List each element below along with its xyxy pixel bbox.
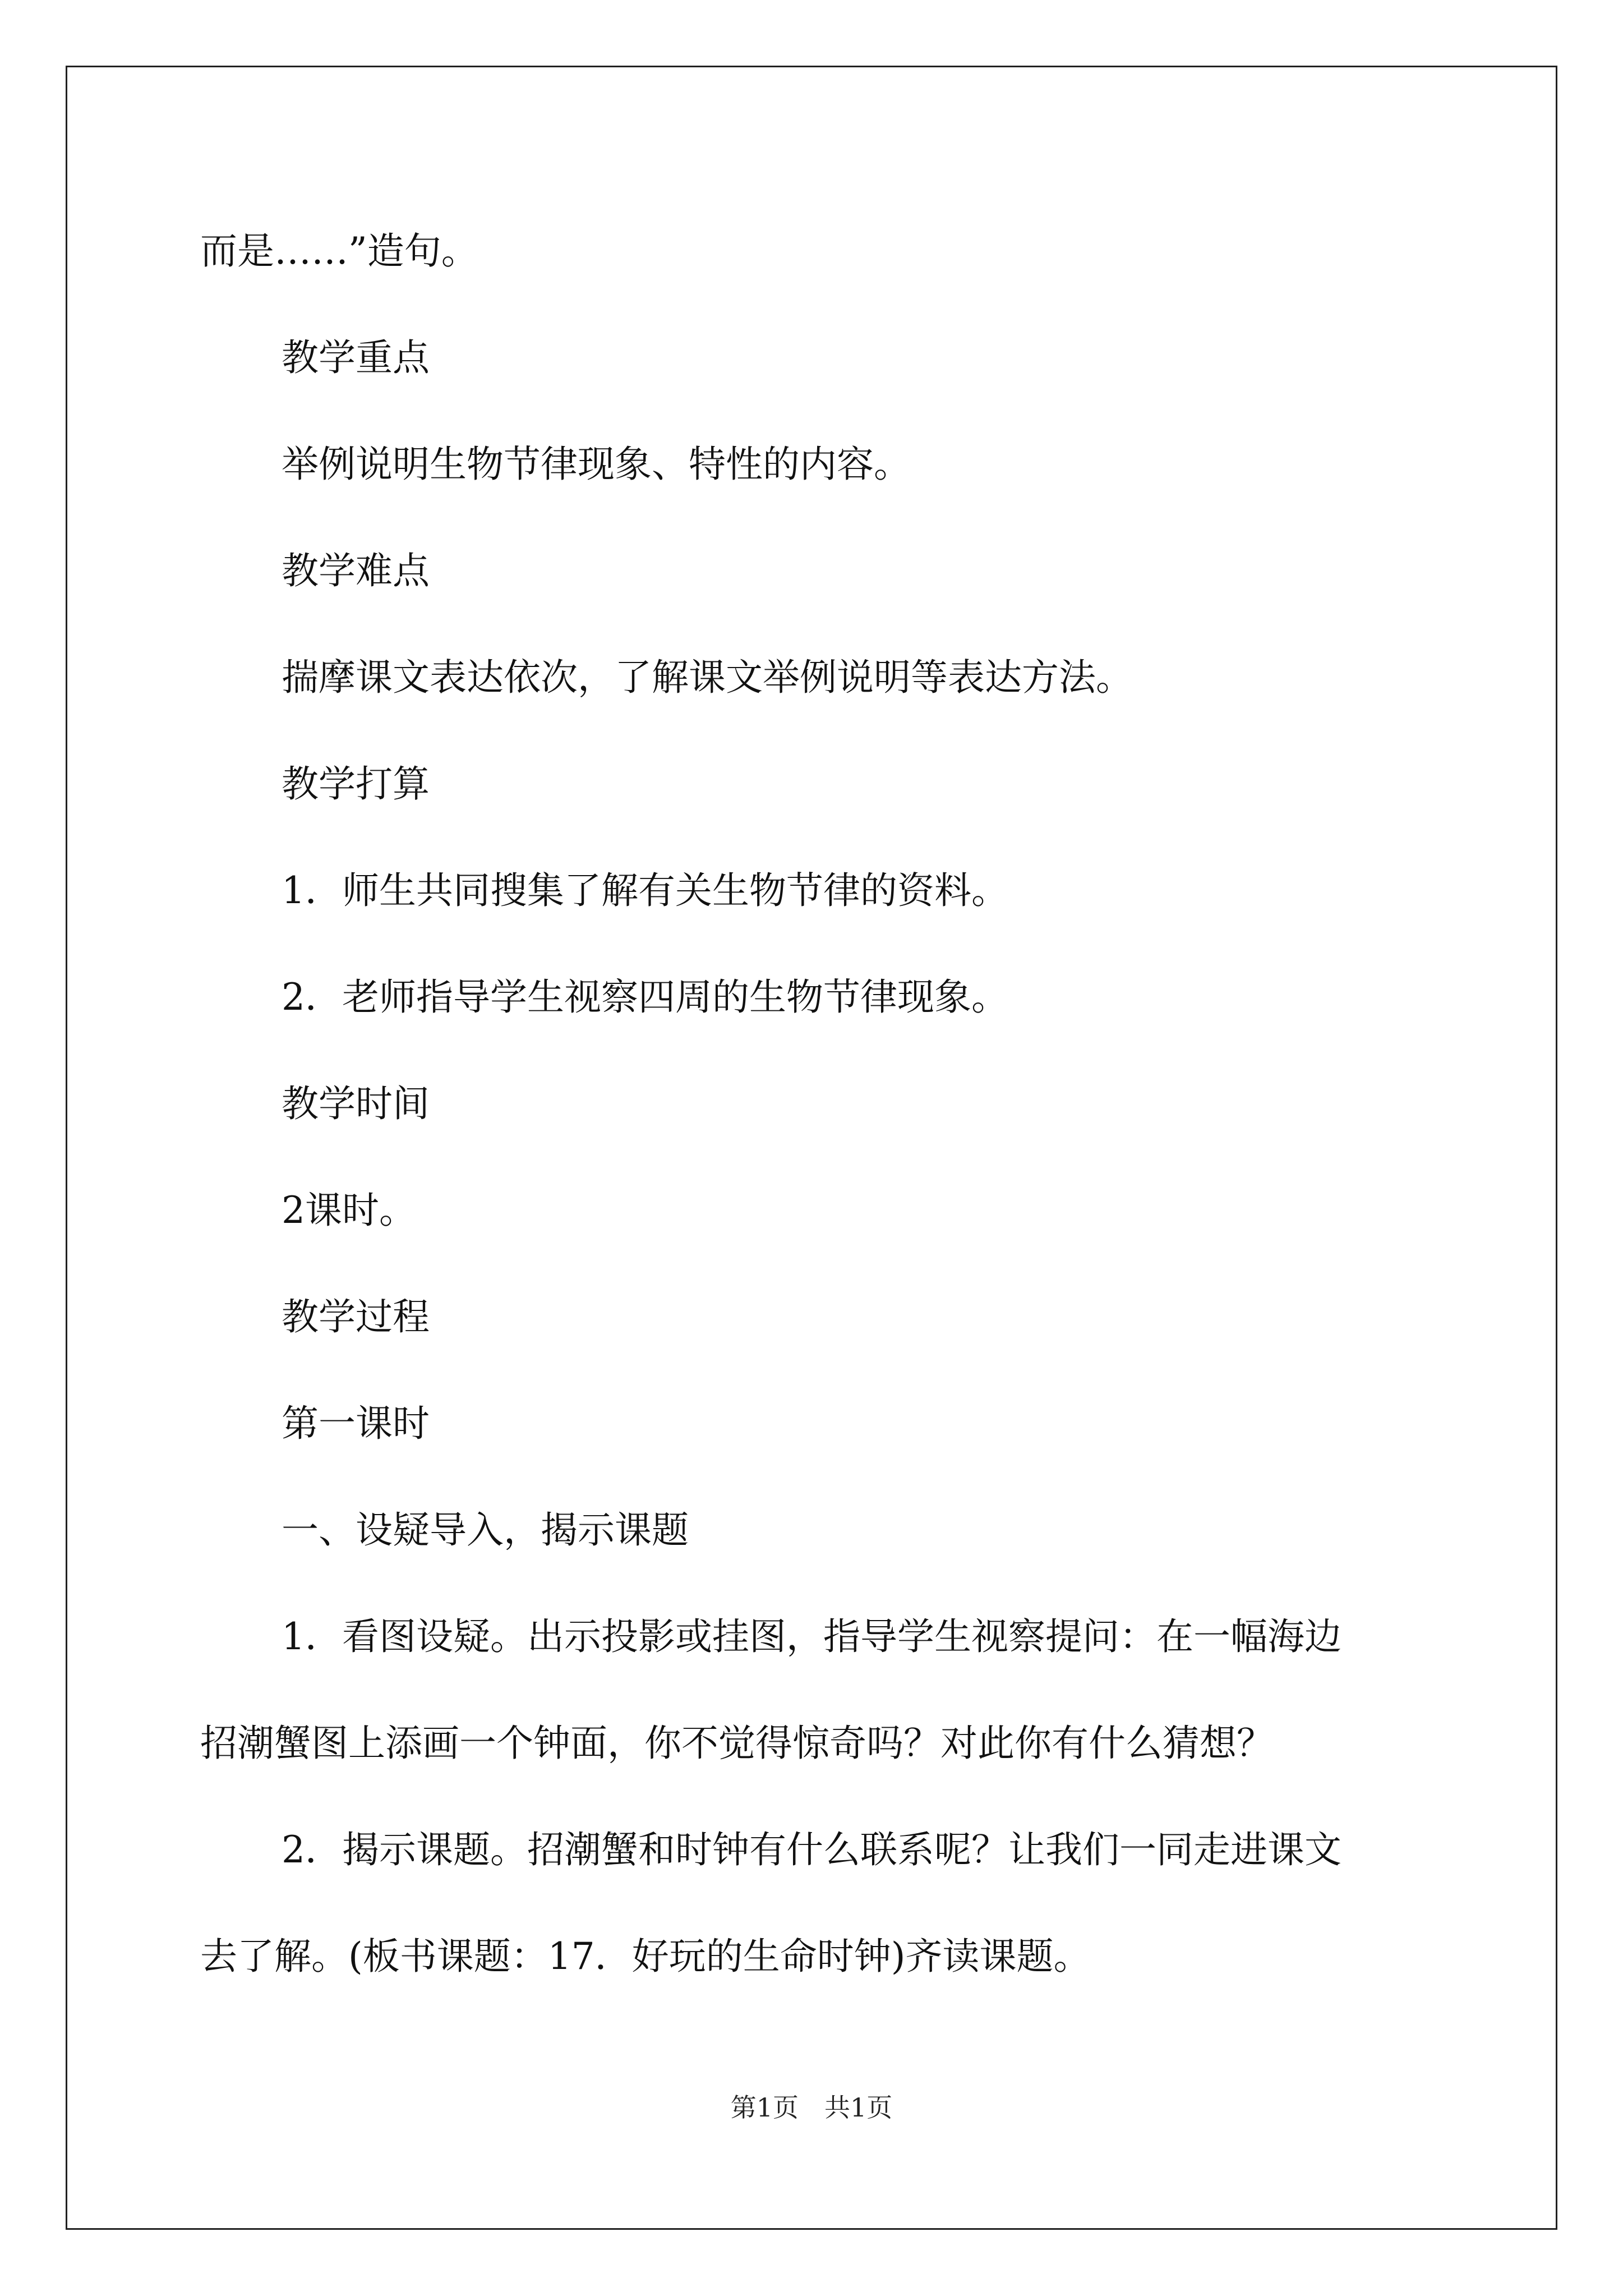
section-heading: 教学过程 [282, 1295, 430, 1338]
paragraph-line: 揣摩课文表达依次，了解课文举例说明等表达方法。 [282, 656, 1133, 699]
section-heading: 教学时间 [282, 1082, 430, 1125]
page-border [66, 66, 1557, 2230]
paragraph-line: 2．揭示课题。招潮蟹和时钟有什么联系呢？让我们一同走进课文 [282, 1828, 1341, 1871]
section-heading: 一、设疑导入，揭示课题 [282, 1508, 689, 1552]
paragraph-line: 1．看图设疑。出示投影或挂图，指导学生视察提问：在一幅海边 [282, 1615, 1341, 1658]
section-heading: 第一课时 [282, 1402, 430, 1445]
paragraph-line: 2课时。 [282, 1189, 416, 1232]
section-heading: 教学打算 [282, 762, 430, 806]
paragraph-line: 举例说明生物节律现象、特性的内容。 [282, 443, 911, 486]
paragraph-line: 而是……”造句。 [200, 229, 478, 273]
list-item: 1．师生共同搜集了解有关生物节律的资料。 [282, 869, 1008, 912]
page-footer: 第1页 共1页 [730, 2092, 893, 2123]
section-heading: 教学难点 [282, 549, 430, 592]
paragraph-line: 招潮蟹图上添画一个钟面，你不觉得惊奇吗？对此你有什么猜想？ [200, 1722, 1274, 1765]
list-item: 2．老师指导学生视察四周的生物节律现象。 [282, 976, 1008, 1019]
paragraph-line: 去了解。(板书课题：17．好玩的生命时钟)齐读课题。 [200, 1935, 1091, 1978]
section-heading: 教学重点 [282, 336, 430, 379]
